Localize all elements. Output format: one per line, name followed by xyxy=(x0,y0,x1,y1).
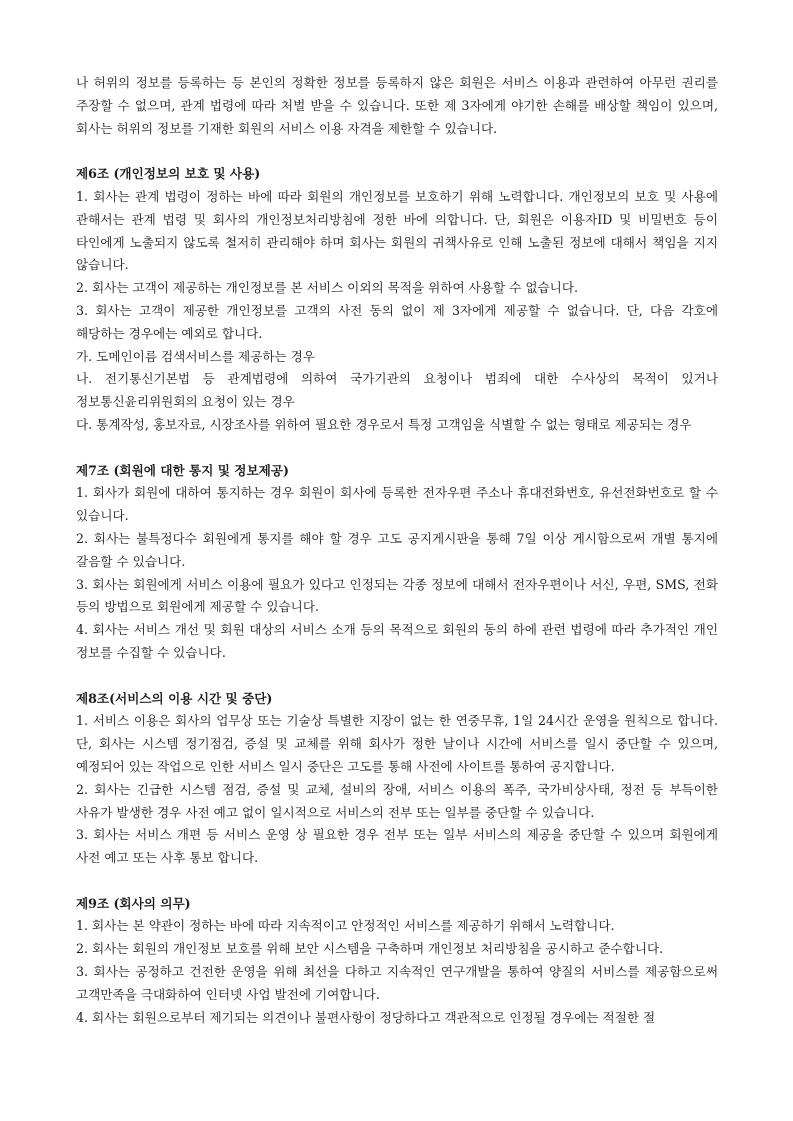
paragraph: 3. 회사는 서비스 개편 등 서비스 운영 상 필요한 경우 전부 또는 일부 서비스의 제공을 중단할 수 있으며 회원에게 사전 예고 또는 사후 통보 합니다. xyxy=(76,827,718,866)
section-title: 제7조 (회원에 대한 통지 및 정보제공) xyxy=(76,462,289,478)
intro-paragraph: 나 허위의 정보를 등록하는 등 본인의 정확한 정보를 등록하지 않은 회원은 서비스 이용과 관련하여 아무런 권리를 주장할 수 없으며, 관계 법령에 따라 처벌 받을 수 있습니다. 또한 제 3자에게 야기한 손해를 배상할 책임이 있으며, 회사는 허위의 정보를 기재한 회원의 서비스 이용 자격을 제한할 수 있습니다. xyxy=(76,75,718,136)
paragraph: 가. 도메인이름 검색서비스를 제공하는 경우 xyxy=(76,348,315,364)
paragraph: 1. 회사는 본 약관이 정하는 바에 따라 지속적이고 안정적인 서비스를 제공하기 위해서 노력합니다. xyxy=(76,918,615,934)
paragraph: 4. 회사는 회원으로부터 제기되는 의견이나 불편사항이 정당하다고 객관적으로 인정될 경우에는 적절한 절 xyxy=(76,1009,656,1025)
section-article-6 xyxy=(76,163,718,437)
paragraph: 나. 전기통신기본법 등 관계법령에 의하여 국가기관의 요청이나 범죄에 대한 수사상의 목적이 있거나 정보통신윤리위원회의 요청이 있는 경우 xyxy=(76,371,718,410)
paragraph: 2. 회사는 회원의 개인정보 보호를 위해 보안 시스템을 구축하며 개인정보 처리방침을 공시하고 준수합니다. xyxy=(76,941,664,957)
section-title: 제8조(서비스의 이용 시간 및 중단) xyxy=(76,690,273,706)
section-title: 제9조 (회사의 의무) xyxy=(76,895,191,911)
paragraph: 4. 회사는 서비스 개선 및 회원 대상의 서비스 소개 등의 목적으로 회원의 동의 하에 관련 법령에 따라 추가적인 개인 정보를 수집할 수 있습니다. xyxy=(76,622,718,660)
document-page xyxy=(76,72,718,1029)
paragraph: 1. 회사가 회원에 대하여 통지하는 경우 회원이 회사에 등록한 전자우편 주소나 휴대전화번호, 유선전화번호로 할 수 있습니다. xyxy=(76,485,718,524)
paragraph: 3. 회사는 고객이 제공한 개인정보를 고객의 사전 동의 없이 제 3자에게 제공할 수 없습니다. 단, 다음 각호에 해당하는 경우에는 예외로 합니다. xyxy=(76,302,718,341)
section-article-7 xyxy=(76,460,718,665)
section-title: 제6조 (개인정보의 보호 및 사용) xyxy=(76,166,261,182)
paragraph: 1. 회사는 관계 법령이 정하는 바에 따라 회원의 개인정보를 보호하기 위해 노력합니다. 개인정보의 보호 및 사용에 관해서는 관계 법령 및 회사의 개인정보처리방침에 정한 바에 의합니다. 단, 회원은 이용자ID 및 비밀번호 등이 타인에게 노출되지 않도록 철저히 관리해야 하며 회사는 회원의 귀책사유로 인해 노출된 정보에 대해서 책임을 지지 않습니다. xyxy=(76,188,718,273)
paragraph: 3. 회사는 공정하고 건전한 운영을 위해 최선을 다하고 지속적인 연구개발을 통하여 양질의 서비스를 제공함으로써 고객만족을 극대화하여 인터넷 사업 발전에 기여합니다. xyxy=(76,964,718,1002)
paragraph: 2. 회사는 고객이 제공하는 개인정보를 본 서비스 이외의 목적을 위하여 사용할 수 없습니다. xyxy=(76,280,579,296)
paragraph: 다. 통계작성, 홍보자료, 시장조사를 위하여 필요한 경우로서 특정 고객임을 식별할 수 없는 형태로 제공되는 경우 xyxy=(76,416,692,432)
paragraph: 2. 회사는 긴급한 시스템 점검, 증설 및 교체, 설비의 장애, 서비스 이용의 폭주, 국가비상사태, 정전 등 부득이한 사유가 발생한 경우 사전 예고 없이 일시적으로 서비스의 전부 또는 일부를 중단할 수 있습니다. xyxy=(76,781,718,820)
section-article-8 xyxy=(76,688,718,870)
paragraph: 3. 회사는 회원에게 서비스 이용에 필요가 있다고 인정되는 각종 정보에 대해서 전자우편이나 서신, 우편, SMS, 전화 등의 방법으로 회원에게 제공할 수 있습니다. xyxy=(76,576,718,615)
paragraph: 1. 서비스 이용은 회사의 업무상 또는 기술상 특별한 지장이 없는 한 연중무휴, 1일 24시간 운영을 원칙으로 합니다. 단, 회사는 시스템 정기점검, 증설 및 교체를 위해 회사가 정한 날이나 시간에 서비스를 일시 중단할 수 있으며, 예정되어 있는 작업으로 인한 서비스 일시 중단은 고도를 통해 사전에 사이트를 통하여 공지합니다. xyxy=(76,713,718,774)
section-article-9 xyxy=(76,893,718,1030)
paragraph: 2. 회사는 불특정다수 회원에게 통지를 해야 할 경우 고도 공지게시판을 통해 7일 이상 게시함으로써 개별 통지에 갈음할 수 있습니다. xyxy=(76,530,718,569)
